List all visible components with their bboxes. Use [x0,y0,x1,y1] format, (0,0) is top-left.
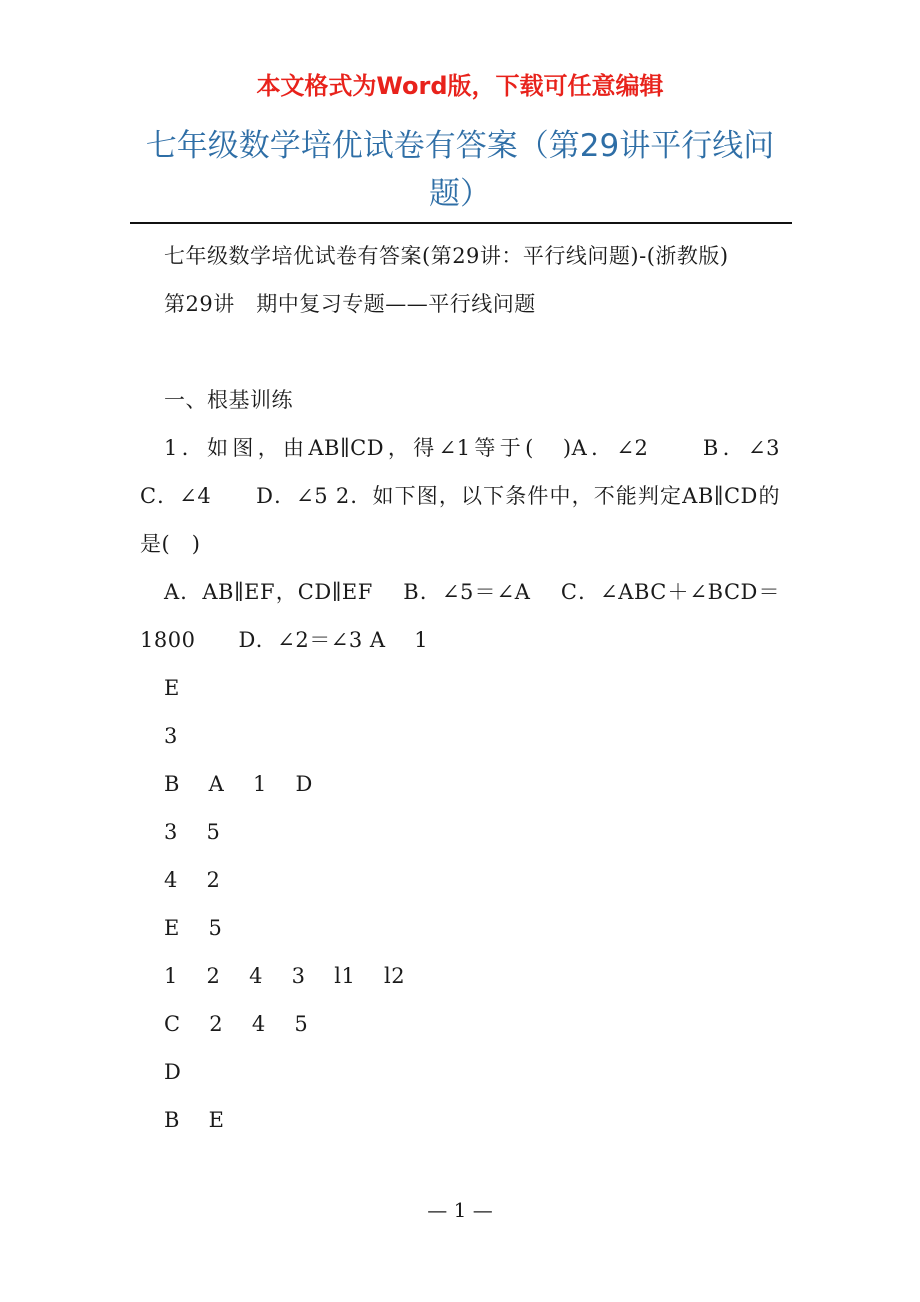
figure-label-line: 4 2 [164,868,221,892]
document-title: 七年级数学培优试卷有答案（第29讲平行线问题） [145,128,775,212]
lesson-heading: 第29讲 期中复习专题——平行线问题 [164,292,536,316]
figure-label-line: 1 2 4 3 l1 l2 [164,964,406,988]
subtitle-paragraph: 七年级数学培优试卷有答案(第29讲：平行线问题)-(浙教版) [164,244,729,268]
figure-label-line: B A 1 D [164,772,313,796]
page-number: — 1 — [427,1198,493,1222]
question-2-options-paragraph: A．AB∥EF，CD∥EF B．∠5＝∠A C．∠ABC＋∠BCD＝1800 D．∠2＝∠3 A 1 [140,580,780,652]
figure-label-line: E [164,676,180,700]
figure-label-line: 3 [164,724,178,748]
format-notice-banner: 本文格式为Word版，下载可任意编辑 [256,72,664,100]
question-1-2-paragraph: 1．如图，由AB∥CD，得∠1等于( )A．∠2 B．∠3 C．∠4 D．∠5 2．如下图，以下条件中，不能判定AB∥CD的是( ) [140,436,823,556]
figure-label-line: D [164,1060,182,1084]
figure-label-line: 3 5 [164,820,221,844]
figure-label-line: C 2 4 5 [164,1012,309,1036]
figure-label-line: E 5 [164,916,223,940]
document-body [140,232,823,1144]
figure-label-line: B E [164,1108,225,1132]
section-heading: 一、根基训练 [164,388,293,412]
title-divider [130,222,792,224]
